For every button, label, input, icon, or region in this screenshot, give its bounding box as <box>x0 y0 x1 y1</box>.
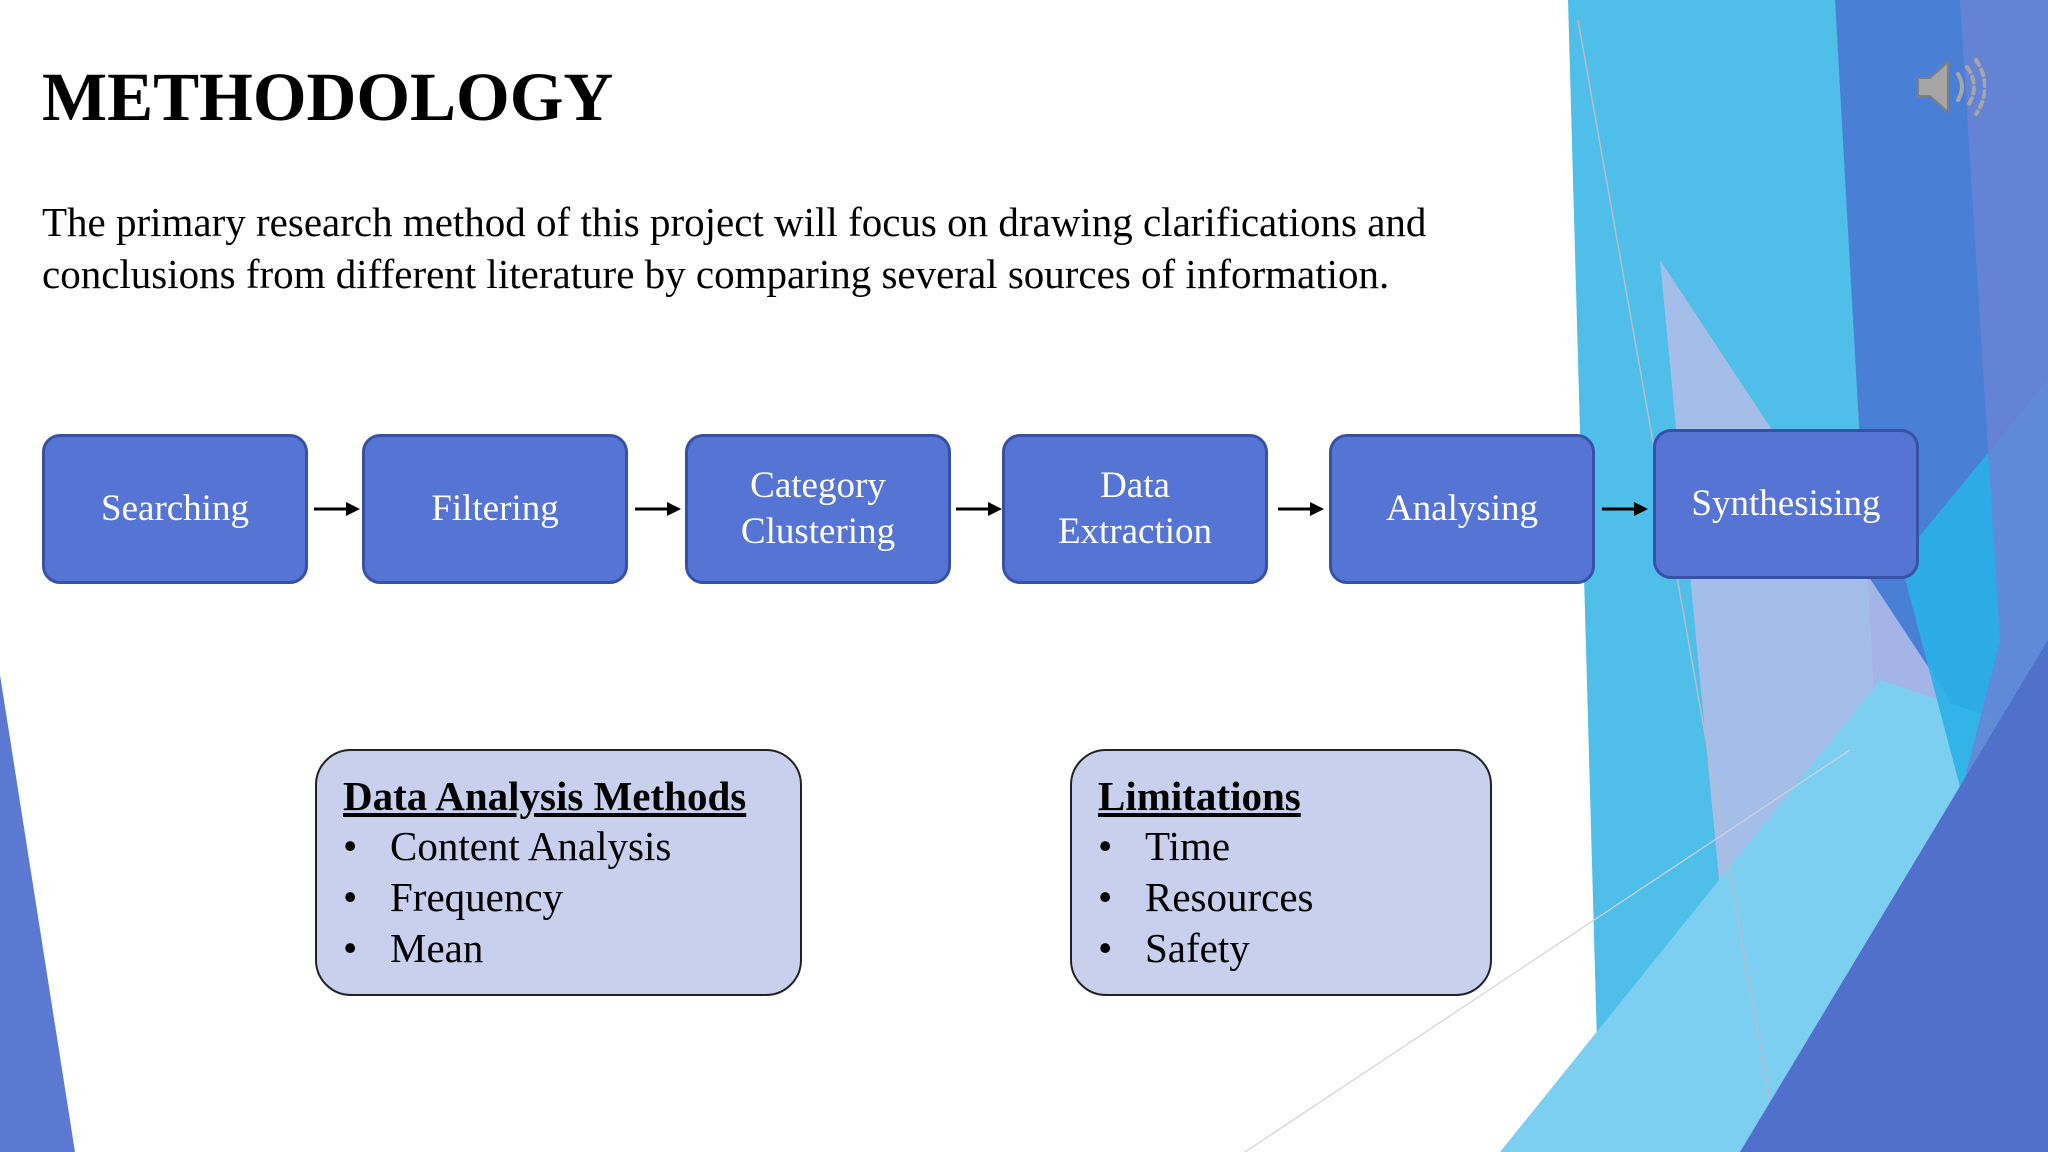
arrow-icon <box>1600 498 1650 520</box>
step-label: Filtering <box>431 488 559 529</box>
step-filtering <box>362 434 628 584</box>
arrow-icon <box>1276 498 1326 520</box>
list-item <box>1098 821 1490 872</box>
arrow-icon <box>633 498 683 520</box>
limitations-box <box>1070 749 1492 996</box>
step-analysing <box>1329 434 1595 584</box>
list-item-text: Time <box>1145 823 1231 869</box>
bullet: • <box>343 925 358 971</box>
bullet: • <box>343 874 358 920</box>
slide-title: METHODOLOGY <box>42 59 614 135</box>
intro-line: The primary research method of this project will focus on drawing clarifications and <box>42 199 1427 245</box>
box-heading: Limitations <box>1098 773 1301 819</box>
bullet: • <box>1098 874 1113 920</box>
arrow-icon <box>312 498 362 520</box>
list-item-text: Safety <box>1145 925 1250 971</box>
bullet: • <box>1098 823 1113 869</box>
intro-line: conclusions from different literature by comparing several sources of information. <box>42 251 1390 297</box>
limitations-list <box>1098 821 1490 974</box>
box-heading: Data Analysis Methods <box>343 773 747 819</box>
step-label: Category Clustering <box>740 465 896 552</box>
methods-list <box>343 821 800 974</box>
list-item <box>343 821 800 872</box>
list-item-text: Content Analysis <box>390 823 672 869</box>
step-data-extraction <box>1002 434 1268 584</box>
data-analysis-methods-box <box>315 749 802 996</box>
step-searching <box>42 434 308 584</box>
step-label: Synthesising <box>1691 483 1881 524</box>
list-item <box>343 872 800 923</box>
step-label: Searching <box>101 488 249 529</box>
intro-paragraph <box>42 196 1542 300</box>
bullet: • <box>343 823 358 869</box>
step-synthesising <box>1653 429 1919 579</box>
step-label: Analysing <box>1385 488 1539 529</box>
speaker-icon[interactable] <box>1914 54 1986 120</box>
list-item-text: Frequency <box>390 874 564 920</box>
arrow-icon <box>954 498 1004 520</box>
step-category-clustering <box>685 434 951 584</box>
list-item-text: Mean <box>390 925 484 971</box>
list-item <box>1098 872 1490 923</box>
list-item <box>343 923 800 974</box>
list-item <box>1098 923 1490 974</box>
bullet: • <box>1098 925 1113 971</box>
list-item-text: Resources <box>1145 874 1314 920</box>
step-label: Data Extraction <box>1057 465 1213 552</box>
